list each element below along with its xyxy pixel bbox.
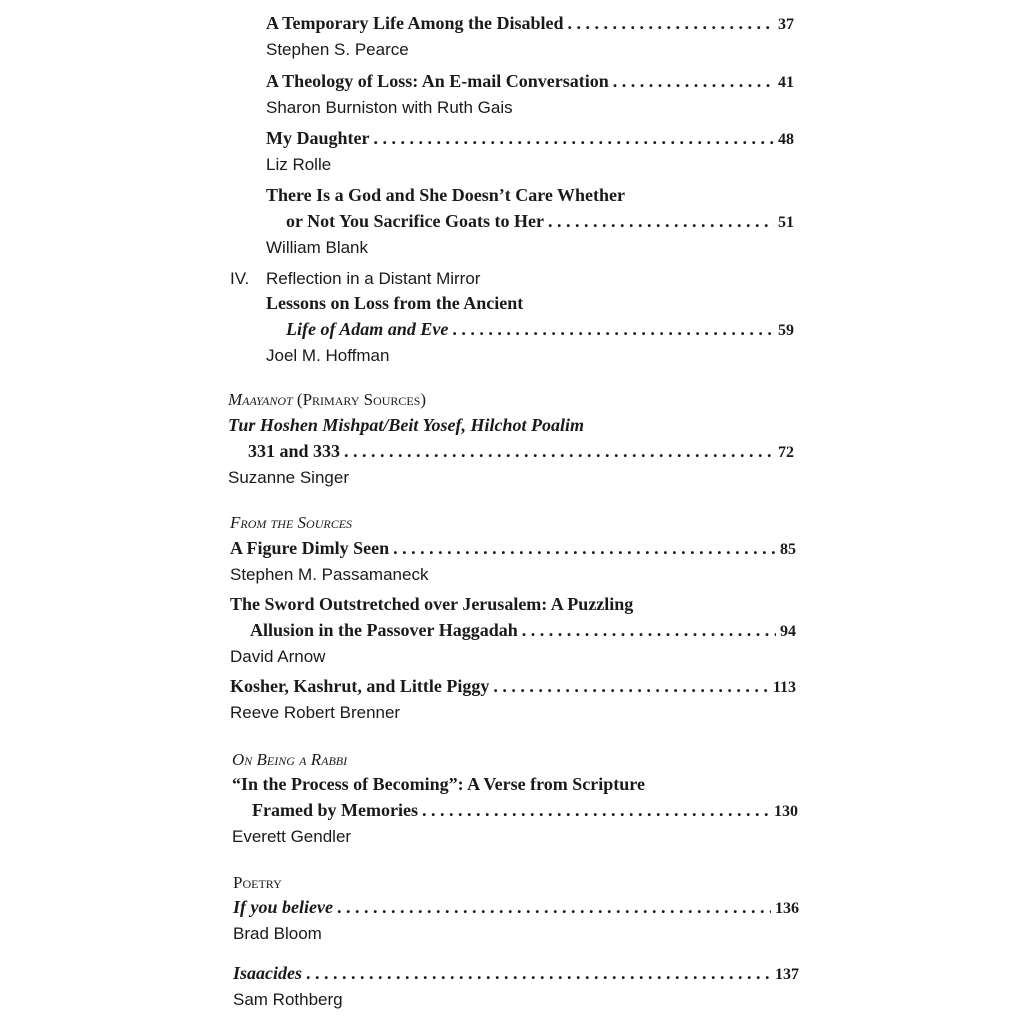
toc-entry-page-number: 85 [780, 541, 796, 558]
toc-entry-title-line [228, 438, 794, 466]
toc-entry-page-number: 41 [778, 74, 794, 91]
toc-entry-author: Everett Gendler [232, 827, 352, 846]
toc-entry-author: Suzanne Singer [228, 468, 349, 487]
toc-entry-author: William Blank [266, 238, 369, 257]
toc-entry [266, 182, 794, 260]
leader-dots [613, 68, 774, 94]
toc-entry-title: Isaacides [233, 963, 302, 983]
toc-entry-title-continued: Allusion in the Passover Haggadah [250, 620, 518, 640]
toc-entry-title: The Sword Outstretched over Jerusalem: A Puzzling [230, 594, 634, 614]
toc-entry [232, 771, 798, 849]
toc-entry [233, 960, 799, 1012]
toc-entry-title-line [232, 797, 798, 825]
toc-entry-page-number: 72 [778, 444, 794, 461]
toc-entry-author: Liz Rolle [266, 155, 332, 174]
toc-entry [230, 535, 796, 587]
toc-entry [230, 591, 796, 669]
toc-entry-title: A Temporary Life Among the Disabled [266, 13, 564, 33]
toc-entry-title-line [266, 125, 794, 153]
part-heading-text: Reflection in a Distant Mirror [266, 269, 481, 288]
toc-entry-page-number: 51 [778, 214, 794, 231]
section-heading-italic: Maayanot [228, 390, 293, 409]
part-numeral: IV. [230, 269, 250, 288]
toc-entry-title: “In the Process of Becoming”: A Verse from Scripture [232, 774, 645, 794]
toc-entry-author: Sam Rothberg [233, 990, 343, 1009]
toc-entry-title: My Daughter [266, 128, 370, 148]
part-heading [230, 267, 480, 291]
toc-entry-author: Brad Bloom [233, 924, 322, 943]
leader-dots [493, 673, 769, 699]
toc-entry-title-line [230, 673, 796, 701]
section-heading: On Being a Rabbi [232, 750, 348, 769]
leader-dots [422, 797, 770, 823]
leader-dots [548, 208, 774, 234]
leader-dots [393, 535, 776, 561]
toc-entry-author: Reeve Robert Brenner [230, 703, 401, 722]
toc-entry [266, 125, 794, 177]
toc-entry [233, 894, 799, 946]
toc-entry-author: David Arnow [230, 647, 326, 666]
leader-dots [522, 617, 776, 643]
toc-entry-title-continued: Framed by Memories [252, 800, 418, 820]
section-heading: From the Sources [230, 513, 353, 532]
toc-entry-title: A Theology of Loss: An E-mail Conversation [266, 71, 609, 91]
toc-entry-title-line [266, 10, 794, 38]
toc-entry-title-line [230, 535, 796, 563]
toc-entry-title: Kosher, Kashrut, and Little Piggy [230, 676, 490, 696]
section-heading-rest: (Primary Sources) [292, 390, 427, 409]
toc-entry [228, 412, 794, 490]
toc-entry-title-line [233, 894, 799, 922]
toc-entry-title-continued: Life of Adam and Eve [286, 319, 449, 339]
toc-entry-title: A Figure Dimly Seen [230, 538, 390, 558]
leader-dots [344, 438, 774, 464]
toc-entry-title-line [230, 617, 796, 645]
toc-entry [266, 290, 794, 368]
toc-entry-page-number: 113 [772, 679, 796, 696]
section-heading: Poetry [233, 873, 282, 892]
leader-dots [373, 125, 774, 151]
toc-entry-title: Lessons on Loss from the Ancient [266, 293, 524, 313]
toc-entry-title-line [233, 960, 799, 988]
toc-entry-title-line [266, 208, 794, 236]
leader-dots [568, 10, 774, 36]
toc-entry-title-line [266, 68, 794, 96]
section-heading [228, 388, 426, 412]
toc-entry [266, 10, 794, 62]
toc-entry-title-line [266, 316, 794, 344]
toc-entry-page-number: 48 [778, 131, 794, 148]
toc-entry-author: Joel M. Hoffman [266, 346, 390, 365]
toc-entry [230, 673, 796, 725]
toc-entry-author: Stephen M. Passamaneck [230, 565, 429, 584]
toc-entry-title: Tur Hoshen Mishpat/Beit Yosef, Hilchot Poalim [228, 415, 585, 435]
toc-entry-author: Sharon Burniston with Ruth Gais [266, 98, 513, 117]
toc-entry-title: If you believe [233, 897, 333, 917]
leader-dots [452, 316, 774, 342]
leader-dots [337, 894, 771, 920]
toc-entry-author: Stephen S. Pearce [266, 40, 409, 59]
toc-entry-page-number: 94 [780, 623, 796, 640]
toc-entry-page-number: 59 [778, 322, 794, 339]
toc-entry-title: There Is a God and She Doesn’t Care Whether [266, 185, 626, 205]
toc-entry-page-number: 136 [775, 900, 799, 917]
toc-entry-page-number: 137 [775, 966, 799, 983]
toc-entry-page-number: 130 [774, 803, 798, 820]
toc-entry-title-continued: or Not You Sacrifice Goats to Her [286, 211, 544, 231]
toc-entry [266, 68, 794, 120]
toc-entry-page-number: 37 [778, 16, 794, 33]
toc-entry-title-continued: 331 and 333 [248, 441, 341, 461]
leader-dots [306, 960, 771, 986]
